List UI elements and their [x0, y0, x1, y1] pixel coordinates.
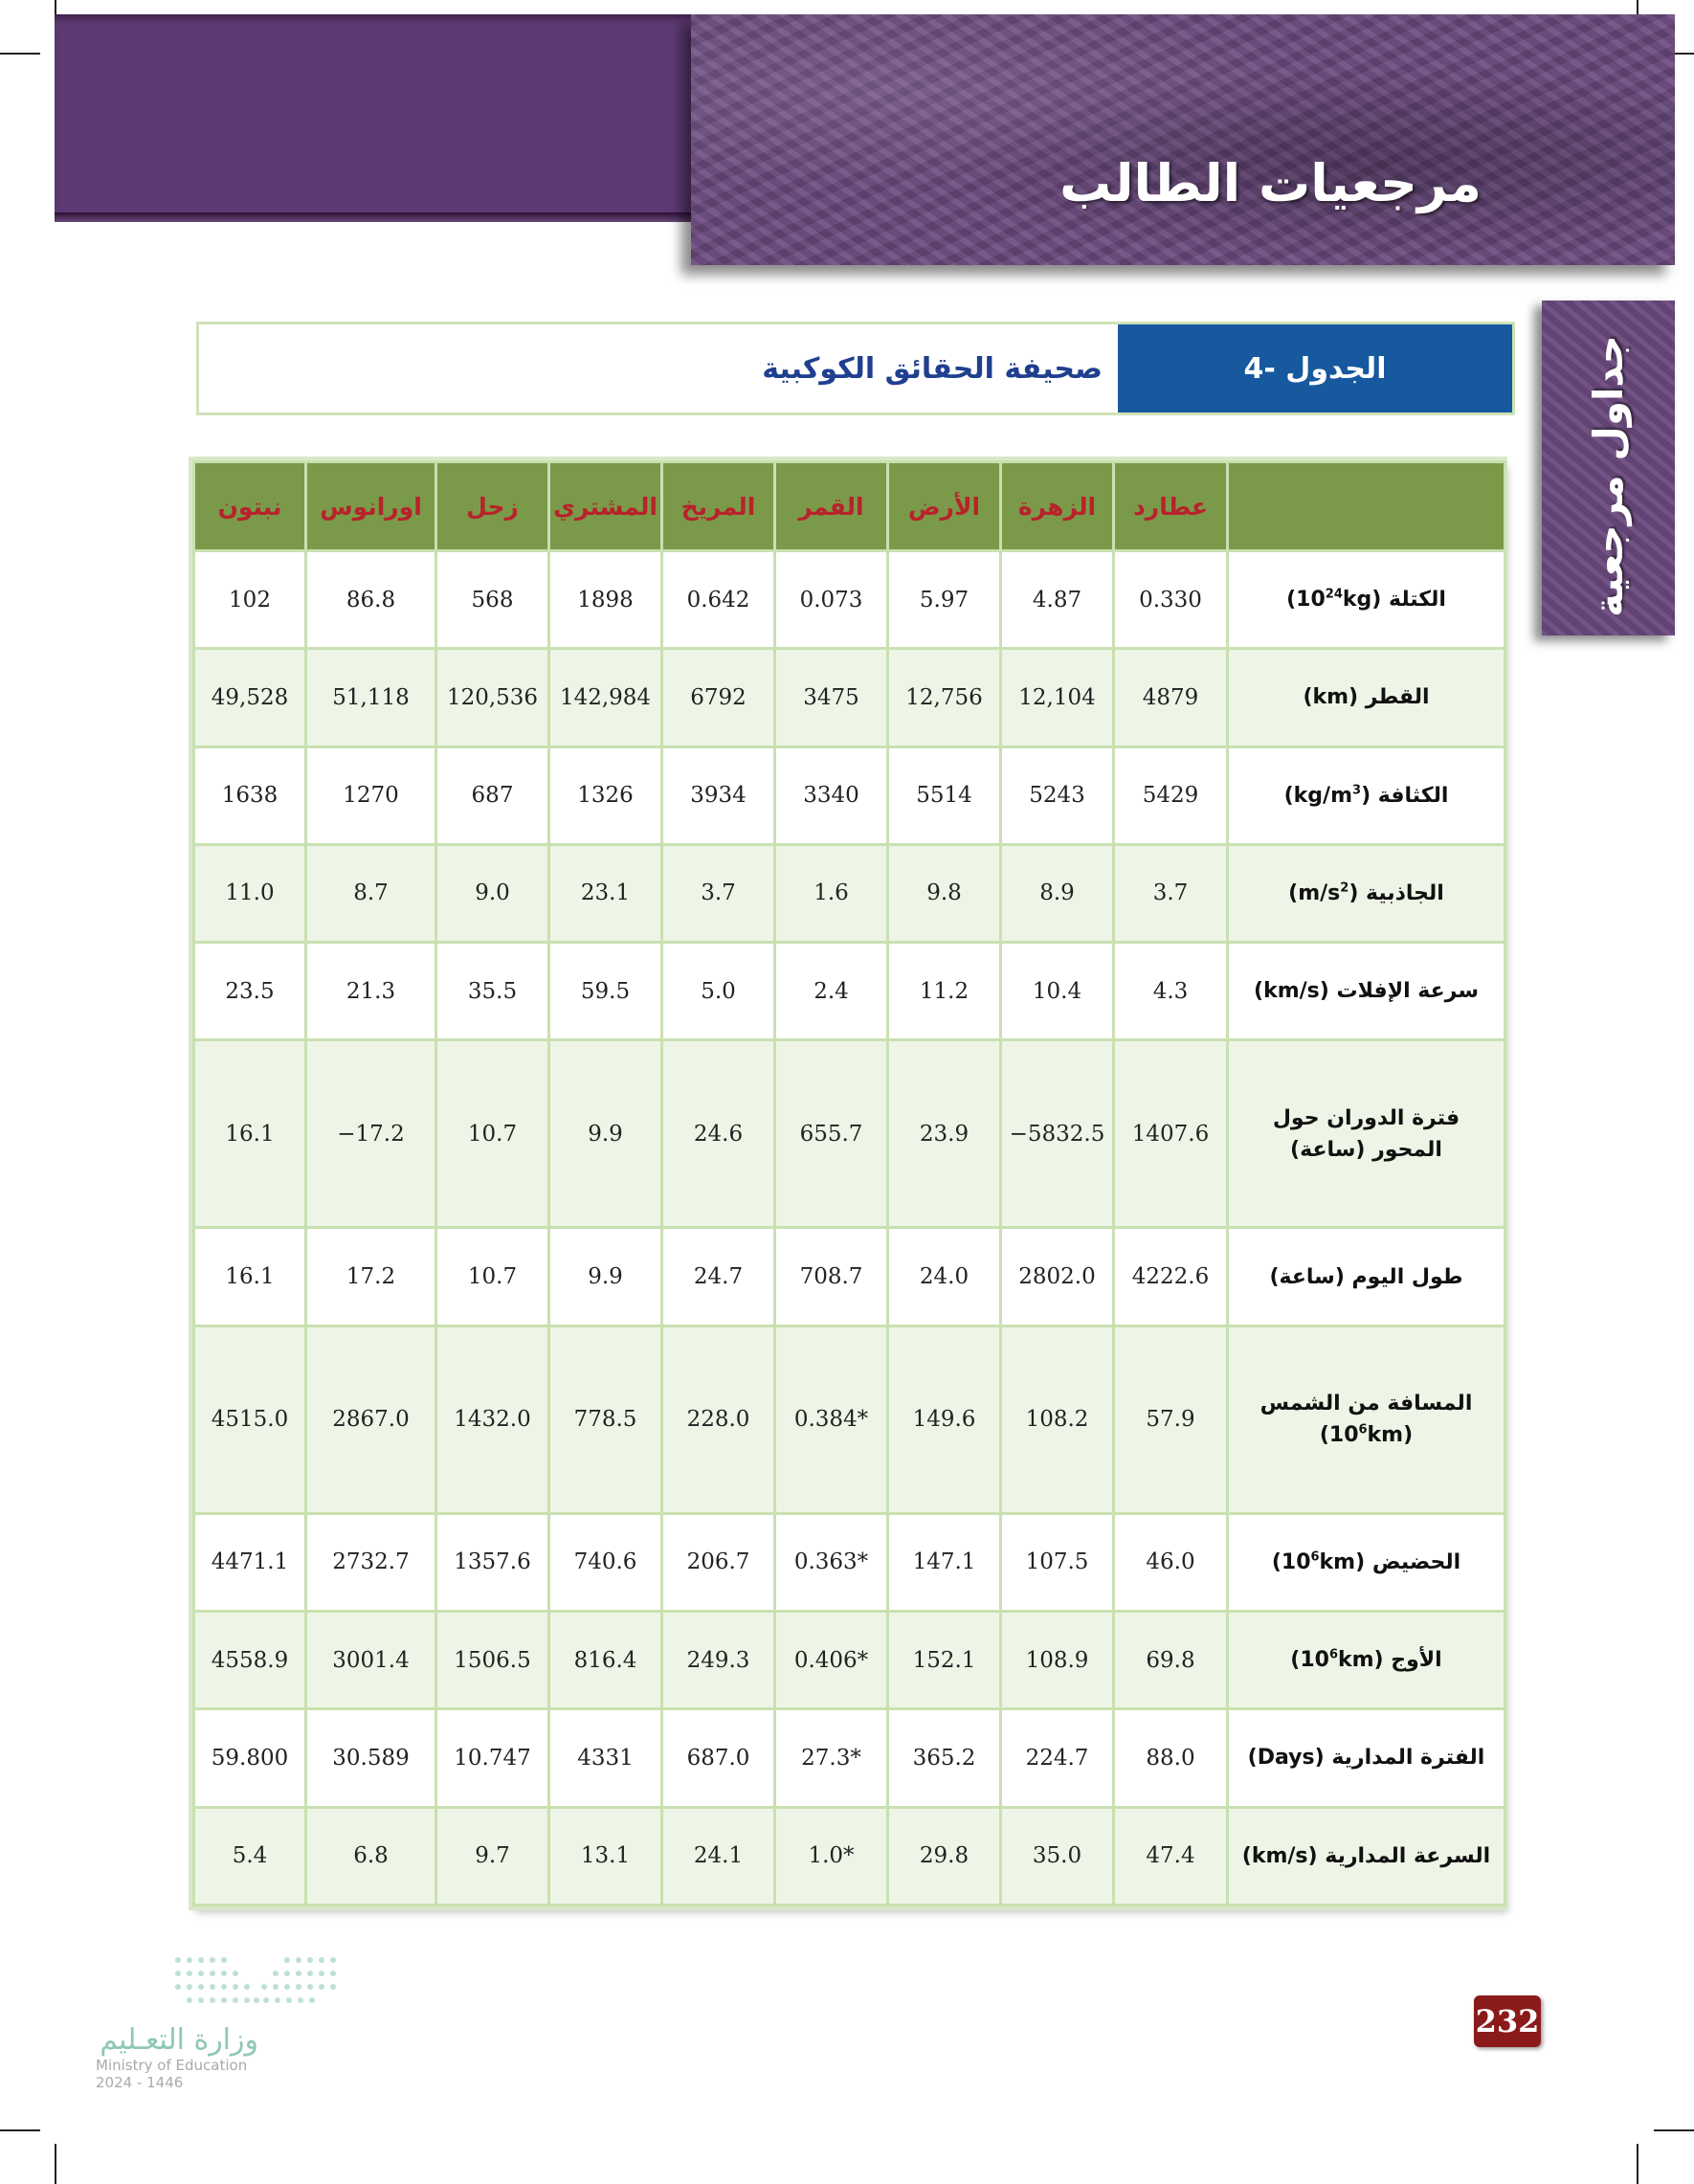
table-cell: 23.9	[888, 1040, 1001, 1228]
ministry-logo-icon	[172, 1952, 345, 2019]
table-cell: 9.0	[436, 844, 549, 942]
row-label-text: القطر	[1365, 685, 1430, 710]
table-cell: 778.5	[549, 1326, 662, 1513]
table-row	[194, 1513, 1505, 1611]
crop-mark	[1637, 2144, 1638, 2184]
table-row	[194, 1612, 1505, 1709]
table-cell: 13.1	[549, 1807, 662, 1905]
table-cell: 152.1	[888, 1612, 1001, 1709]
table-cell: 687	[436, 747, 549, 844]
row-label-text: طول اليوم (ساعة)	[1269, 1264, 1463, 1289]
table-cell: 88.0	[1114, 1709, 1228, 1807]
side-tab-label: جداول مرجعية	[1584, 334, 1632, 617]
table-cell: 21.3	[306, 943, 436, 1040]
unit-exponent: 3	[1352, 783, 1362, 798]
table-cell: 5429	[1114, 747, 1228, 844]
column-header: الزهرة	[1001, 462, 1114, 551]
table-cell: 568	[436, 551, 549, 649]
column-header: المشتري	[549, 462, 662, 551]
table-cell: 1432.0	[436, 1326, 549, 1513]
row-label-text: السرعة المدارية	[1325, 1843, 1491, 1868]
row-label-unit	[1284, 784, 1371, 808]
table-cell: 12,104	[1001, 649, 1114, 747]
row-label-text: سرعة الإفلات	[1336, 979, 1479, 1004]
column-header: زحل	[436, 462, 549, 551]
unit-exponent: 6	[1310, 1549, 1320, 1565]
row-label	[1228, 1040, 1505, 1228]
table-cell: 59.5	[549, 943, 662, 1040]
row-label-unit	[1290, 1648, 1383, 1672]
ministry-year: 2024 - 1446	[96, 2074, 184, 2091]
table-cell: 10.747	[436, 1709, 549, 1807]
table-cell: 206.7	[662, 1513, 775, 1611]
table-cell: 1.0*	[775, 1807, 888, 1905]
row-label-text: المسافة من الشمس	[1259, 1392, 1473, 1416]
unit-text: kg)	[1342, 588, 1382, 613]
column-header: عطارد	[1114, 462, 1228, 551]
table-row	[194, 1040, 1505, 1228]
table-caption	[196, 322, 1515, 415]
table-cell: 23.1	[549, 844, 662, 942]
table-cell: 0.363*	[775, 1513, 888, 1611]
page-number: 232	[1474, 1995, 1541, 2047]
table-cell: 3.7	[1114, 844, 1228, 942]
table-cell: 35.5	[436, 943, 549, 1040]
row-label-unit	[1254, 979, 1329, 1003]
row-label-unit	[1286, 588, 1381, 612]
table-cell: 249.3	[662, 1612, 775, 1709]
unit-text: (10	[1290, 1648, 1329, 1673]
unit-text: (10	[1319, 1423, 1359, 1448]
table-cell: 4471.1	[194, 1513, 306, 1611]
table-cell: 142,984	[549, 649, 662, 747]
row-label-text: الكثافة	[1377, 783, 1449, 808]
unit-text: )	[1361, 783, 1371, 808]
ministry-logo	[96, 2023, 268, 2091]
row-label	[1228, 943, 1505, 1040]
ministry-name-ar: وزارة التعـليم	[100, 2023, 258, 2057]
table-cell: 687.0	[662, 1709, 775, 1807]
row-label-text: الفترة المدارية	[1331, 1746, 1485, 1771]
table-cell: 1407.6	[1114, 1040, 1228, 1228]
table-cell: 46.0	[1114, 1513, 1228, 1611]
unit-text: (m/s	[1288, 880, 1341, 905]
row-label-unit	[1248, 1746, 1325, 1770]
row-label	[1228, 551, 1505, 649]
unit-text: km)	[1367, 1423, 1414, 1448]
table-cell: 4.87	[1001, 551, 1114, 649]
table-cell: 17.2	[306, 1228, 436, 1326]
table-cell: 24.0	[888, 1228, 1001, 1326]
unit-text: (km)	[1303, 685, 1359, 710]
table-cell: 10.7	[436, 1228, 549, 1326]
row-label-text: فترة الدوران حول المحور (ساعة)	[1272, 1105, 1460, 1162]
table-cell: 0.073	[775, 551, 888, 649]
page-title: مرجعيات الطالب	[1059, 153, 1482, 213]
column-header: المريخ	[662, 462, 775, 551]
table-cell: 1326	[549, 747, 662, 844]
table-cell: 816.4	[549, 1612, 662, 1709]
planet-facts-table-wrap	[192, 460, 1504, 1906]
row-label	[1228, 1709, 1505, 1807]
table-cell: 1506.5	[436, 1612, 549, 1709]
table-cell: 0.384*	[775, 1326, 888, 1513]
unit-text: (km/s)	[1254, 979, 1329, 1004]
table-row	[194, 943, 1505, 1040]
unit-exponent: 24	[1325, 587, 1343, 602]
table-cell: 8.9	[1001, 844, 1114, 942]
table-cell: 4331	[549, 1709, 662, 1807]
table-cell: 149.6	[888, 1326, 1001, 1513]
table-cell: 24.7	[662, 1228, 775, 1326]
row-label-unit	[1303, 685, 1358, 709]
table-cell: 708.7	[775, 1228, 888, 1326]
table-cell: 1638	[194, 747, 306, 844]
header-row	[194, 462, 1505, 551]
table-row	[194, 1807, 1505, 1905]
row-label-text: الكتلة	[1388, 588, 1446, 613]
unit-text: (km/s)	[1241, 1843, 1318, 1868]
table-row	[194, 649, 1505, 747]
table-cell: 47.4	[1114, 1807, 1228, 1905]
column-header: نبتون	[194, 462, 306, 551]
crop-mark	[0, 2129, 40, 2131]
table-number: الجدول -4	[1118, 324, 1512, 412]
table-cell: 9.7	[436, 1807, 549, 1905]
table-cell: 10.4	[1001, 943, 1114, 1040]
side-tab-label-wrap	[1555, 334, 1661, 617]
planet-facts-table	[192, 460, 1506, 1906]
table-row	[194, 747, 1505, 844]
table-row	[194, 1326, 1505, 1513]
table-cell: 5.97	[888, 551, 1001, 649]
row-label	[1228, 649, 1505, 747]
corner-cell	[1228, 462, 1505, 551]
table-cell: 27.3*	[775, 1709, 888, 1807]
table-cell: −5832.5	[1001, 1040, 1114, 1228]
row-label	[1228, 1513, 1505, 1611]
row-label-text: الجاذبية	[1366, 880, 1444, 905]
table-cell: 35.0	[1001, 1807, 1114, 1905]
table-cell: 4515.0	[194, 1326, 306, 1513]
table-cell: 0.330	[1114, 551, 1228, 649]
table-cell: 3475	[775, 649, 888, 747]
table-cell: 0.642	[662, 551, 775, 649]
table-cell: 30.589	[306, 1709, 436, 1807]
unit-exponent: 2	[1340, 880, 1349, 896]
table-cell: 1898	[549, 551, 662, 649]
row-label	[1228, 1612, 1505, 1709]
table-cell: 102	[194, 551, 306, 649]
table-row	[194, 551, 1505, 649]
table-cell: 57.9	[1114, 1326, 1228, 1513]
table-cell: 108.2	[1001, 1326, 1114, 1513]
table-cell: 9.8	[888, 844, 1001, 942]
table-cell: 49,528	[194, 649, 306, 747]
table-cell: 1.6	[775, 844, 888, 942]
table-title: صحيفة الحقائق الكوكبية	[762, 351, 1103, 386]
row-label-unit	[1242, 1844, 1318, 1868]
column-header: القمر	[775, 462, 888, 551]
unit-text: (10	[1271, 1549, 1311, 1574]
table-cell: −17.2	[306, 1040, 436, 1228]
table-row	[194, 844, 1505, 942]
row-label	[1228, 1228, 1505, 1326]
table-cell: 2.4	[775, 943, 888, 1040]
table-cell: 1357.6	[436, 1513, 549, 1611]
table-cell: 3001.4	[306, 1612, 436, 1709]
crop-mark	[1654, 2129, 1694, 2131]
row-label-text: الأوج	[1391, 1648, 1442, 1673]
row-label	[1228, 1807, 1505, 1905]
header-band-shadow	[55, 212, 691, 222]
unit-exponent: 6	[1358, 1422, 1368, 1437]
table-row	[194, 1228, 1505, 1326]
table-cell: 4222.6	[1114, 1228, 1228, 1326]
crop-mark	[55, 2144, 56, 2184]
row-label-unit	[1272, 1550, 1365, 1574]
table-cell: 4.3	[1114, 943, 1228, 1040]
ministry-name-en: Ministry of Education	[96, 2057, 248, 2074]
table-cell: 69.8	[1114, 1612, 1228, 1709]
table-cell: 365.2	[888, 1709, 1001, 1807]
column-header: اورانوس	[306, 462, 436, 551]
table-cell: 4879	[1114, 649, 1228, 747]
table-cell: 3.7	[662, 844, 775, 942]
table-cell: 12,756	[888, 649, 1001, 747]
unit-text: (Days)	[1247, 1746, 1325, 1771]
table-cell: 9.9	[549, 1040, 662, 1228]
header-stone-texture	[691, 14, 1675, 265]
table-cell: 740.6	[549, 1513, 662, 1611]
table-cell: 86.8	[306, 551, 436, 649]
table-cell: 23.5	[194, 943, 306, 1040]
table-cell: 120,536	[436, 649, 549, 747]
table-cell: 24.1	[662, 1807, 775, 1905]
unit-text: km)	[1319, 1549, 1366, 1574]
table-cell: 16.1	[194, 1040, 306, 1228]
unit-text: km)	[1337, 1648, 1384, 1673]
column-header: الأرض	[888, 462, 1001, 551]
table-cell: 6.8	[306, 1807, 436, 1905]
table-cell: 5514	[888, 747, 1001, 844]
table-cell: 59.800	[194, 1709, 306, 1807]
table-cell: 24.6	[662, 1040, 775, 1228]
unit-text: (10	[1286, 588, 1326, 613]
table-body	[194, 551, 1505, 1905]
table-cell: 2732.7	[306, 1513, 436, 1611]
table-cell: 5.0	[662, 943, 775, 1040]
table-cell: 6792	[662, 649, 775, 747]
table-cell: 5243	[1001, 747, 1114, 844]
row-label	[1228, 747, 1505, 844]
table-cell: 3340	[775, 747, 888, 844]
table-cell: 1270	[306, 747, 436, 844]
table-cell: 5.4	[194, 1807, 306, 1905]
table-cell: 655.7	[775, 1040, 888, 1228]
unit-text: )	[1349, 880, 1359, 905]
table-cell: 11.2	[888, 943, 1001, 1040]
table-cell: 8.7	[306, 844, 436, 942]
table-cell: 3934	[662, 747, 775, 844]
table-cell: 107.5	[1001, 1513, 1114, 1611]
table-cell: 51,118	[306, 649, 436, 747]
row-label-unit	[1288, 881, 1358, 905]
table-cell: 228.0	[662, 1326, 775, 1513]
row-label-text: الحضيض	[1371, 1549, 1461, 1574]
row-label-unit	[1320, 1423, 1413, 1447]
table-cell: 224.7	[1001, 1709, 1114, 1807]
row-label	[1228, 1326, 1505, 1513]
unit-exponent: 6	[1328, 1647, 1338, 1662]
table-cell: 0.406*	[775, 1612, 888, 1709]
table-cell: 147.1	[888, 1513, 1001, 1611]
row-label	[1228, 844, 1505, 942]
table-cell: 10.7	[436, 1040, 549, 1228]
crop-mark	[0, 53, 40, 55]
table-cell: 9.9	[549, 1228, 662, 1326]
table-cell: 108.9	[1001, 1612, 1114, 1709]
table-cell: 2802.0	[1001, 1228, 1114, 1326]
table-cell: 29.8	[888, 1807, 1001, 1905]
table-cell: 16.1	[194, 1228, 306, 1326]
table-cell: 2867.0	[306, 1326, 436, 1513]
table-row	[194, 1709, 1505, 1807]
unit-text: (kg/m	[1283, 783, 1353, 808]
table-cell: 11.0	[194, 844, 306, 942]
table-cell: 4558.9	[194, 1612, 306, 1709]
